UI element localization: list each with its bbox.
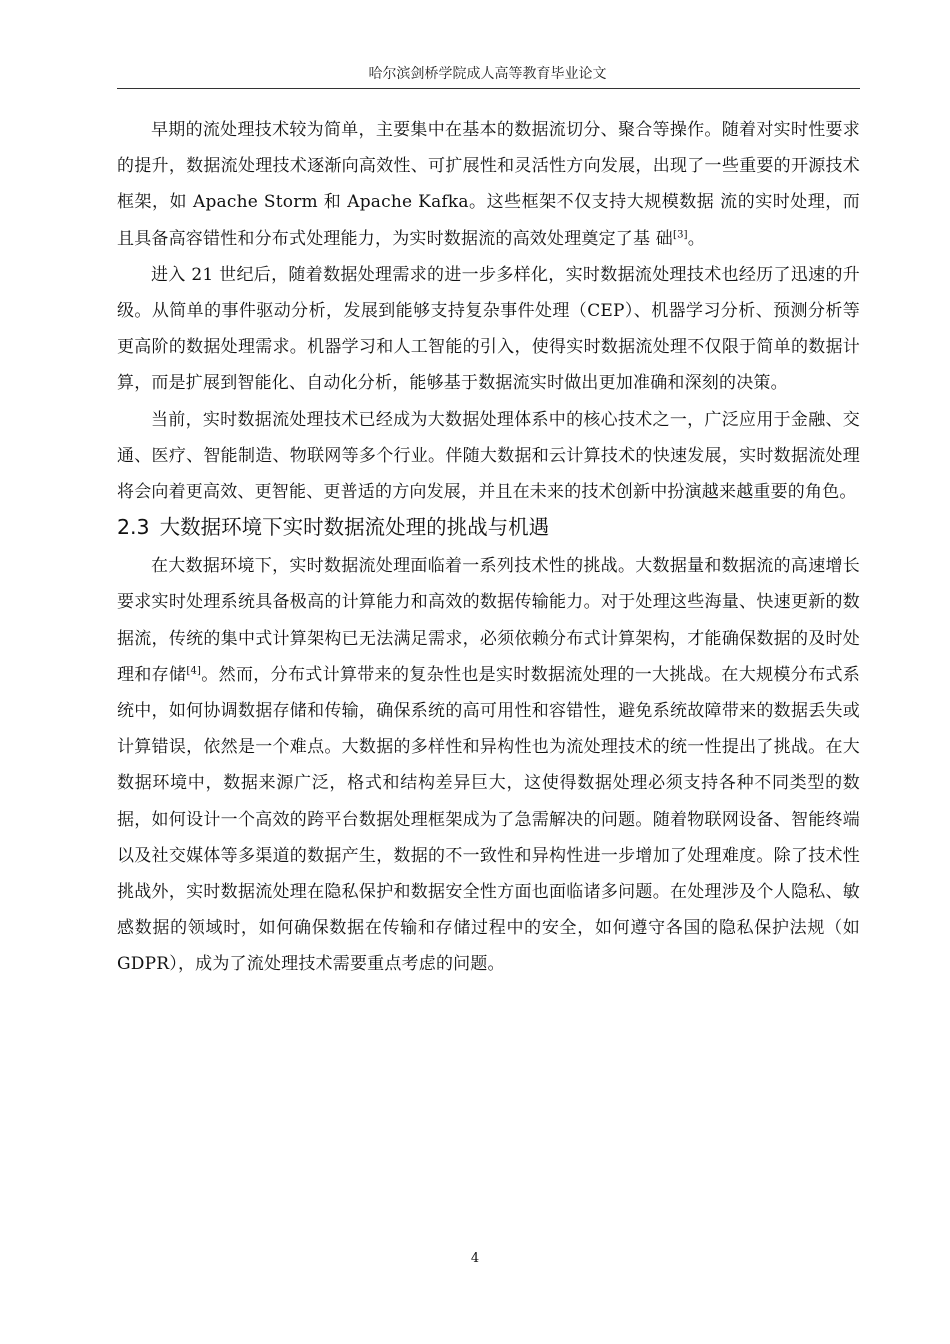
paragraph-current-status: 当前，实时数据流处理技术已经成为大数据处理体系中的核心技术之一，广泛应用于金融、交通、医疗、智能制造、物联网等多个行业。伴随大数据和云计算技术的快速发展，实时数据流处理将会向着更高效、更智能、更普适的方向发展，并且在未来的技术创新中扮演越来越重要的角色。: [117, 409, 860, 503]
page-number: 4: [470, 1251, 480, 1266]
section-title: 大数据环境下实时数据流处理的挑战与机遇: [159, 515, 550, 540]
paragraph-text: 早期的流处理技术较为简单，主要集中在基本的数据流切分、聚合等操作。随着对实时性要求的提升，数据流处理技术逐渐向高效性、可扩展性和灵活性方向发展，出现了一些重要的开源技术框架，如 Apache Storm 和 Apache Kafka。这些框架不仅支持大规模数据 流的实时处理，而且具备高容错性和分布式处理能力，为实时数据流的高效处理奠定了基 础: [117, 120, 860, 249]
paragraph-early-stream-processing: [117, 112, 860, 257]
paragraph-text-end: 。: [687, 228, 705, 249]
citation-4[interactable]: [4]: [186, 665, 202, 677]
header-rule: [117, 88, 860, 89]
paragraph-text-continued: 。然而，分布式计算带来的复杂性也是实时数据流处理的一大挑战。在大规模分布式系统中，如何协调数据存储和传输，确保系统的高可用性和容错性，避免系统故障带来的数据丢失或计算错误，依然是一个难点。大数据的多样性和异构性也为流处理技术的统一性提出了挑战。在大数据环境中，数据来源广泛，格式和结构差异巨大，这使得数据处理必须支持各种不同类型的数据，如何设计一个高效的跨平台数据处理框架成为了急需解决的问题。随着物联网设备、智能终端以及社交媒体等多渠道的数据产生，数据的不一致性和异构性进一步增加了处理难度。除了技术性挑战外，实时数据流处理在隐私保护和数据安全性方面也面临诸多问题。在处理涉及个人隐私、敏感数据的领域时，如何确保数据在传输和存储过程中的安全，如何遵守各国的隐私保护法规（如 GDPR），成为了流处理技术需要重点考虑的问题。: [117, 664, 860, 975]
section-number: 2.3: [117, 515, 150, 540]
paragraph-challenges: [117, 548, 860, 982]
page-header: 哈尔滨剑桥学院成人高等教育毕业论文: [368, 66, 607, 82]
citation-3[interactable]: [3]: [673, 228, 688, 240]
paragraph-text: 在大数据环境下，实时数据流处理面临着一系列技术性的挑战。大数据量和数据流的高速增长要求实时处理系统具备极高的计算能力和高效的数据传输能力。对于处理这些海量、快速更新的数据流，传统的集中式计算架构已无法满足需求，必须依赖分布式计算架构，才能确保数据的及时处理和存储: [117, 556, 860, 685]
section-heading: [117, 512, 860, 542]
paragraph-21st-century: 进入 21 世纪后，随着数据处理需求的进一步多样化，实时数据流处理技术也经历了迅速的升级。从简单的事件驱动分析，发展到能够支持复杂事件处理（CEP）、机器学习分析、预测分析等更高阶的数据处理需求。机器学习和人工智能的引入，使得实时数据流处理不仅限于简单的数据计算，而是扩展到智能化、自动化分析，能够基于数据流实时做出更加准确和深刻的决策。: [117, 264, 860, 394]
document-body: [117, 112, 860, 983]
